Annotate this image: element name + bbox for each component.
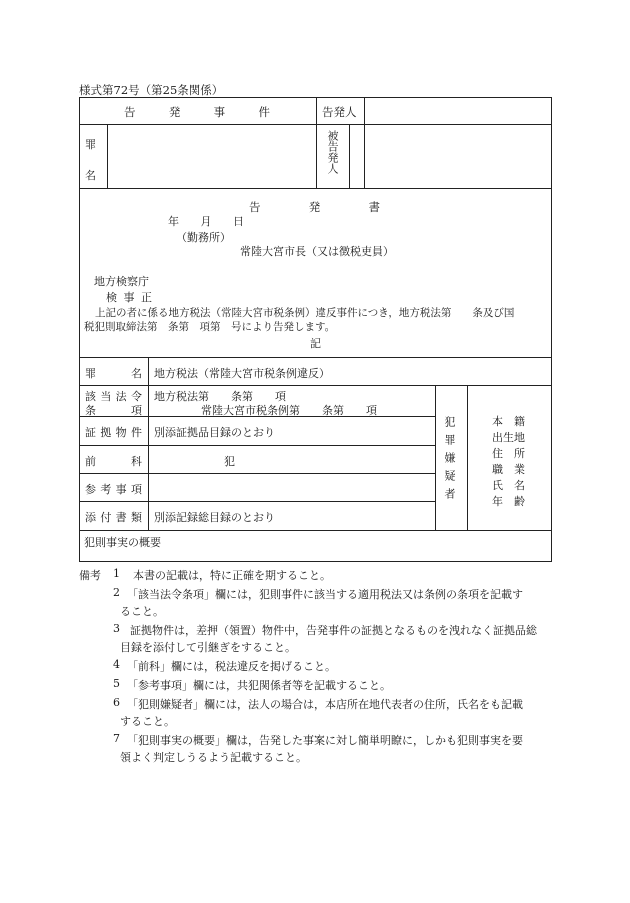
signer-label: 常陸大宮市長（又は徴税吏員） (240, 245, 394, 258)
divider (79, 530, 552, 531)
label-char: 名 (131, 367, 142, 380)
note-text: 「該当法令条項」欄には，犯則事件に該当する適用税法又は条例の条項を記載す (127, 588, 523, 601)
case-header-char: 告 (124, 105, 136, 119)
label-char: 添 (85, 511, 96, 524)
defendant-label: 被告発人 (326, 130, 339, 174)
suspect-field: 住 所 (492, 447, 525, 460)
law-label-line-2 (85, 402, 142, 418)
document-title (249, 199, 380, 215)
divider (316, 97, 317, 188)
note-text: 「参考事項」欄には，共犯関係者等を記載すること。 (127, 679, 391, 692)
note-text: ること。 (120, 605, 164, 618)
note-number: 2 (113, 586, 120, 599)
label-char: 条 (85, 404, 96, 417)
divider (148, 357, 149, 530)
body-line-1: 上記の者に係る地方税法（常陸大宮市税条例）違反事件につき，地方税法第 条及び国 (95, 307, 515, 319)
note-text: 本書の記載は，特に正確を期すること。 (133, 569, 331, 582)
case-header-char: 件 (258, 105, 270, 119)
summary-label: 犯則事実の概要 (84, 536, 161, 549)
label-char: 科 (131, 455, 142, 468)
label-char: 拠 (100, 426, 112, 439)
law-value-line-1: 地方税法第 条第 項 (154, 390, 286, 403)
label-char: 項 (130, 483, 142, 496)
divider (79, 385, 552, 386)
divider (79, 445, 435, 446)
evidence-value: 別添証拠品目録のとおり (154, 426, 275, 439)
note-text: 証拠物件は，差押（領置）物件中，告発事件の証拠となるものを洩れなく証拠品総 (130, 624, 537, 637)
note-text: 「前科」欄には，税法違反を掲げること。 (127, 660, 336, 673)
prosecutor-char: 検 (106, 291, 117, 304)
accuser-label: 告発人 (322, 105, 357, 119)
document-title-char: 告 (249, 200, 261, 214)
body-line-2: 税犯則取締法第 条第 項第 号により告発します。 (84, 321, 336, 333)
note-text: 「犯則嫌疑者」欄には，法人の場合は，本店所在地代表者の住所，氏名をも記載 (127, 698, 523, 711)
label-char: 事 (115, 483, 127, 496)
detail-crime-value: 地方税法（常陸大宮市税条例違反） (154, 367, 330, 380)
note-text: 目録を添付して引継ぎをすること。 (120, 641, 296, 654)
suspect-field: 年 齢 (492, 495, 525, 508)
label-char: 前 (85, 455, 96, 468)
crime-label-top: 罪 (85, 138, 96, 151)
date-char: 日 (233, 215, 244, 228)
document-title-char: 書 (368, 200, 380, 214)
case-header (124, 104, 270, 120)
label-char: 項 (131, 404, 142, 417)
law-value-line-2: 常陸大宮市税条例第 条第 項 (201, 404, 377, 417)
prior-label (85, 453, 142, 469)
document-date (168, 213, 244, 229)
note-number: 4 (113, 658, 120, 671)
note-number: 5 (113, 677, 120, 690)
divider (467, 385, 468, 530)
suspect-field: 職 業 (492, 463, 525, 476)
crime-label-bottom: 名 (85, 169, 96, 182)
label-char: 類 (130, 511, 142, 524)
suspect-field: 本 籍 (492, 415, 525, 428)
suspect-label: 犯罪嫌疑者 (443, 416, 456, 506)
date-char: 年 (168, 215, 179, 228)
prior-value: 犯 (224, 455, 235, 468)
prosecutor-label (106, 289, 152, 305)
attached-label (85, 509, 142, 525)
prosecutor-char: 正 (141, 291, 152, 304)
document-title-char: 発 (308, 200, 321, 214)
divider (349, 124, 350, 188)
label-char: 令 (130, 390, 142, 403)
note-text: 「犯則事実の概要」欄は，告発した事案に対し簡単明瞭に，しかも犯則事実を要 (127, 734, 523, 747)
attached-value: 別添記録総目録のとおり (154, 511, 275, 524)
label-char: 証 (85, 426, 96, 439)
evidence-label (85, 424, 142, 440)
note-text: すること。 (120, 715, 175, 728)
suspect-field: 出生地 (492, 431, 525, 444)
divider (364, 97, 365, 188)
ki-label: 記 (310, 337, 321, 350)
detail-crime-label (85, 365, 142, 381)
divider (107, 124, 108, 188)
label-char: 物 (115, 426, 127, 439)
form-number: 様式第72号（第25条関係） (79, 83, 224, 97)
note-number: 1 (113, 567, 120, 580)
case-header-char: 事 (213, 105, 226, 119)
office-label: 地方検察庁 (94, 275, 149, 288)
note-number: 7 (113, 732, 120, 745)
divider (79, 357, 552, 358)
label-char: 件 (130, 426, 142, 439)
notes-label: 備考 (79, 569, 101, 582)
prosecutor-char: 事 (123, 291, 135, 304)
reference-label (85, 481, 142, 497)
label-char: 参 (85, 483, 96, 496)
workplace-label: （勤務所） (176, 231, 231, 244)
label-char: 該 (85, 390, 96, 403)
note-text: 領よく判定しうるよう記載すること。 (120, 751, 307, 764)
label-char: 付 (100, 511, 112, 524)
divider (79, 188, 552, 189)
suspect-field: 氏 名 (492, 479, 525, 492)
note-number: 3 (113, 622, 120, 635)
label-char: 書 (115, 511, 127, 524)
label-char: 考 (100, 483, 112, 496)
note-number: 6 (113, 696, 120, 709)
divider (79, 473, 435, 474)
label-char: 法 (115, 390, 127, 403)
divider (79, 501, 435, 502)
label-char: 当 (100, 390, 112, 403)
label-char: 罪 (85, 367, 96, 380)
case-header-char: 発 (168, 105, 181, 119)
date-char: 月 (200, 215, 212, 228)
divider (435, 385, 436, 530)
